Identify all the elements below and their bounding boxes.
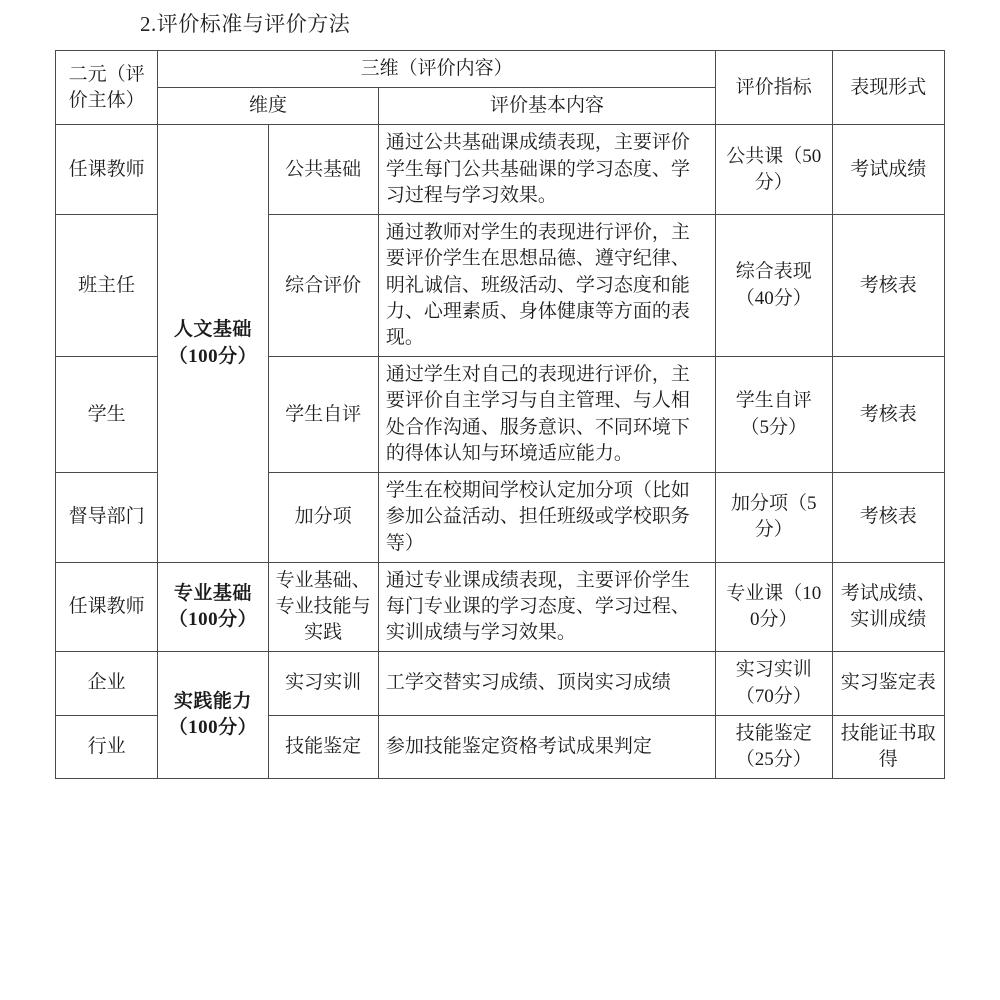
cell-form: 考试成绩、实训成绩 — [832, 562, 944, 652]
cell-dimension-group: 专业基础（100分） — [158, 562, 268, 652]
cell-form: 实习鉴定表 — [832, 652, 944, 715]
cell-content: 通过公共基础课成绩表现，主要评价学生每门公共基础课的学习态度、学习过程与学习效果。 — [378, 125, 715, 215]
cell-index: 加分项（5分） — [716, 473, 832, 563]
cell-sub-dimension: 技能鉴定 — [268, 715, 378, 778]
cell-content: 通过学生对自己的表现进行评价，主要评价自主学习与自主管理、与人相处合作沟通、服务意识、不同环境下的得体认知与环境适应能力。 — [378, 357, 715, 473]
header-cell-index: 评价指标 — [716, 51, 832, 125]
cell-subject: 督导部门 — [56, 473, 158, 563]
header-cell-group: 三维（评价内容） — [158, 51, 716, 88]
cell-form: 考试成绩 — [832, 125, 944, 215]
cell-index: 综合表现（40分） — [716, 215, 832, 357]
cell-form: 考核表 — [832, 215, 944, 357]
cell-subject: 任课教师 — [56, 125, 158, 215]
header-cell-content: 评价基本内容 — [378, 88, 715, 125]
header-cell-form: 表现形式 — [832, 51, 944, 125]
header-cell-dimension: 维度 — [158, 88, 379, 125]
cell-subject: 班主任 — [56, 215, 158, 357]
cell-sub-dimension: 专业基础、专业技能与实践 — [268, 562, 378, 652]
evaluation-criteria-table — [55, 50, 945, 779]
cell-form: 考核表 — [832, 357, 944, 473]
cell-sub-dimension: 加分项 — [268, 473, 378, 563]
cell-sub-dimension: 综合评价 — [268, 215, 378, 357]
table-row — [56, 125, 945, 215]
cell-sub-dimension: 实习实训 — [268, 652, 378, 715]
cell-subject: 任课教师 — [56, 562, 158, 652]
cell-index: 专业课（100分） — [716, 562, 832, 652]
cell-content: 工学交替实习成绩、顶岗实习成绩 — [378, 652, 715, 715]
cell-dimension-group: 人文基础（100分） — [158, 125, 268, 562]
cell-subject: 行业 — [56, 715, 158, 778]
header-cell-subject: 二元（评价主体） — [56, 51, 158, 125]
cell-index: 公共课（50分） — [716, 125, 832, 215]
cell-content: 学生在校期间学校认定加分项（比如参加公益活动、担任班级或学校职务等） — [378, 473, 715, 563]
cell-dimension-group: 实践能力（100分） — [158, 652, 268, 779]
cell-subject: 学生 — [56, 357, 158, 473]
cell-index: 实习实训（70分） — [716, 652, 832, 715]
cell-index: 学生自评（5分） — [716, 357, 832, 473]
evaluation-table-container — [55, 50, 945, 779]
cell-form: 考核表 — [832, 473, 944, 563]
cell-index: 技能鉴定（25分） — [716, 715, 832, 778]
cell-subject: 企业 — [56, 652, 158, 715]
cell-sub-dimension: 学生自评 — [268, 357, 378, 473]
table-row — [56, 652, 945, 715]
page-title: 2.评价标准与评价方法 — [140, 12, 351, 36]
table-header-row-1 — [56, 51, 945, 88]
cell-content: 通过专业课成绩表现，主要评价学生每门专业课的学习态度、学习过程、实训成绩与学习效果。 — [378, 562, 715, 652]
cell-content: 参加技能鉴定资格考试成果判定 — [378, 715, 715, 778]
table-row — [56, 562, 945, 652]
cell-sub-dimension: 公共基础 — [268, 125, 378, 215]
cell-form: 技能证书取得 — [832, 715, 944, 778]
cell-content: 通过教师对学生的表现进行评价，主要评价学生在思想品德、遵守纪律、明礼诚信、班级活动、学习态度和能力、心理素质、身体健康等方面的表现。 — [378, 215, 715, 357]
